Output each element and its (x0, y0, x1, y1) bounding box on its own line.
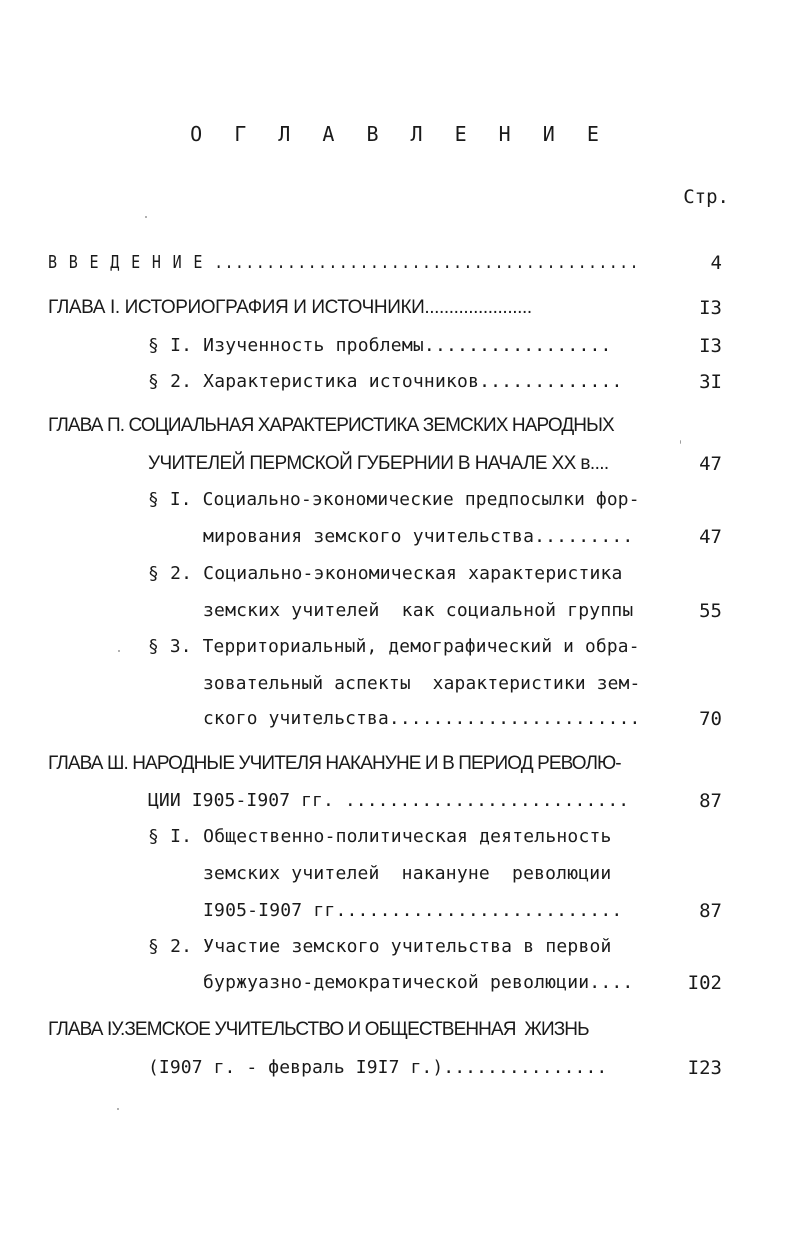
toc-entry-chapter-2: ГЛАВА П. СОЦИАЛЬНАЯ ХАРАКТЕРИСТИКА ЗЕМСКИХ НАРОДНЫХ (48, 415, 614, 436)
toc-page-number: 47 (699, 526, 722, 548)
toc-page-number: 70 (699, 708, 722, 730)
toc-entry-section: § 2. Характеристика источников............. (148, 371, 623, 392)
toc-entry-chapter-4: ГЛАВА IУ.ЗЕМСКОЕ УЧИТЕЛЬСТВО И ОБЩЕСТВЕННАЯ ЖИЗНЬ (48, 1019, 589, 1040)
page-column-label: Стр. (683, 186, 729, 208)
scan-speck (145, 216, 147, 218)
toc-page-number: I3 (699, 297, 722, 319)
toc-entry-section-cont: мирования земского учительства......... (203, 526, 634, 547)
toc-entry-section-cont: земских учителей накануне революции (203, 863, 612, 884)
toc-page-number: 87 (699, 900, 722, 922)
toc-page-number: I02 (687, 972, 722, 994)
toc-page-number: 87 (699, 790, 722, 812)
scan-speck (117, 1108, 119, 1110)
toc-entry-section: § I. Социально-экономические предпосылки фор- (148, 489, 640, 510)
toc-entry-section-cont: ского учительства....................... (203, 708, 641, 729)
scan-speck (680, 440, 681, 444)
page-title: О Г Л А В Л Е Н И Е (190, 122, 609, 146)
toc-page-number: 55 (699, 600, 722, 622)
toc-entry-chapter-4-cont: (I907 г. - февраль I9I7 г.)............... (148, 1057, 608, 1078)
toc-entry-section: § I. Изученность проблемы................. (148, 335, 612, 356)
toc-entry-section: § I. Общественно-политическая деятельность (148, 826, 612, 847)
toc-entry-section: § 3. Территориальный, демографический и обра- (148, 636, 640, 657)
scan-speck (118, 650, 120, 652)
toc-page-number: I3 (699, 335, 722, 357)
toc-entry-chapter-2-cont: УЧИТЕЛЕЙ ПЕРМСКОЙ ГУБЕРНИИ В НАЧАЛЕ XX в.... (148, 453, 609, 474)
toc-entry-section: § 2. Участие земского учительства в первой (148, 936, 612, 957)
toc-entry-chapter-3: ГЛАВА Ш. НАРОДНЫЕ УЧИТЕЛЯ НАКАНУНЕ И В ПЕРИОД РЕВОЛЮ- (48, 753, 621, 774)
toc-entry-section-cont: зовательный аспекты характеристики зем- (203, 673, 641, 694)
toc-page-number: 47 (699, 453, 722, 475)
toc-entry-section-cont: земских учителей как социальной группы (203, 600, 634, 621)
toc-entry-section-cont: I905-I907 гг.......................... (203, 900, 623, 921)
toc-entry-chapter-1: ГЛАВА I. ИСТОРИОГРАФИЯ И ИСТОЧНИКИ...................... (48, 297, 532, 318)
toc-entry-section-cont: буржуазно-демократической революции.... (203, 972, 634, 993)
toc-page-number: 4 (710, 252, 722, 274)
toc-page-number: 3I (699, 371, 722, 393)
toc-entry-introduction: В В Е Д Е Н И Е ......................................... (48, 252, 640, 273)
toc-entry-chapter-3-cont: ЦИИ I905-I907 гг. .......................... (148, 790, 630, 811)
toc-entry-section: § 2. Социально-экономическая характеристика (148, 563, 623, 584)
toc-page-number: I23 (687, 1057, 722, 1079)
